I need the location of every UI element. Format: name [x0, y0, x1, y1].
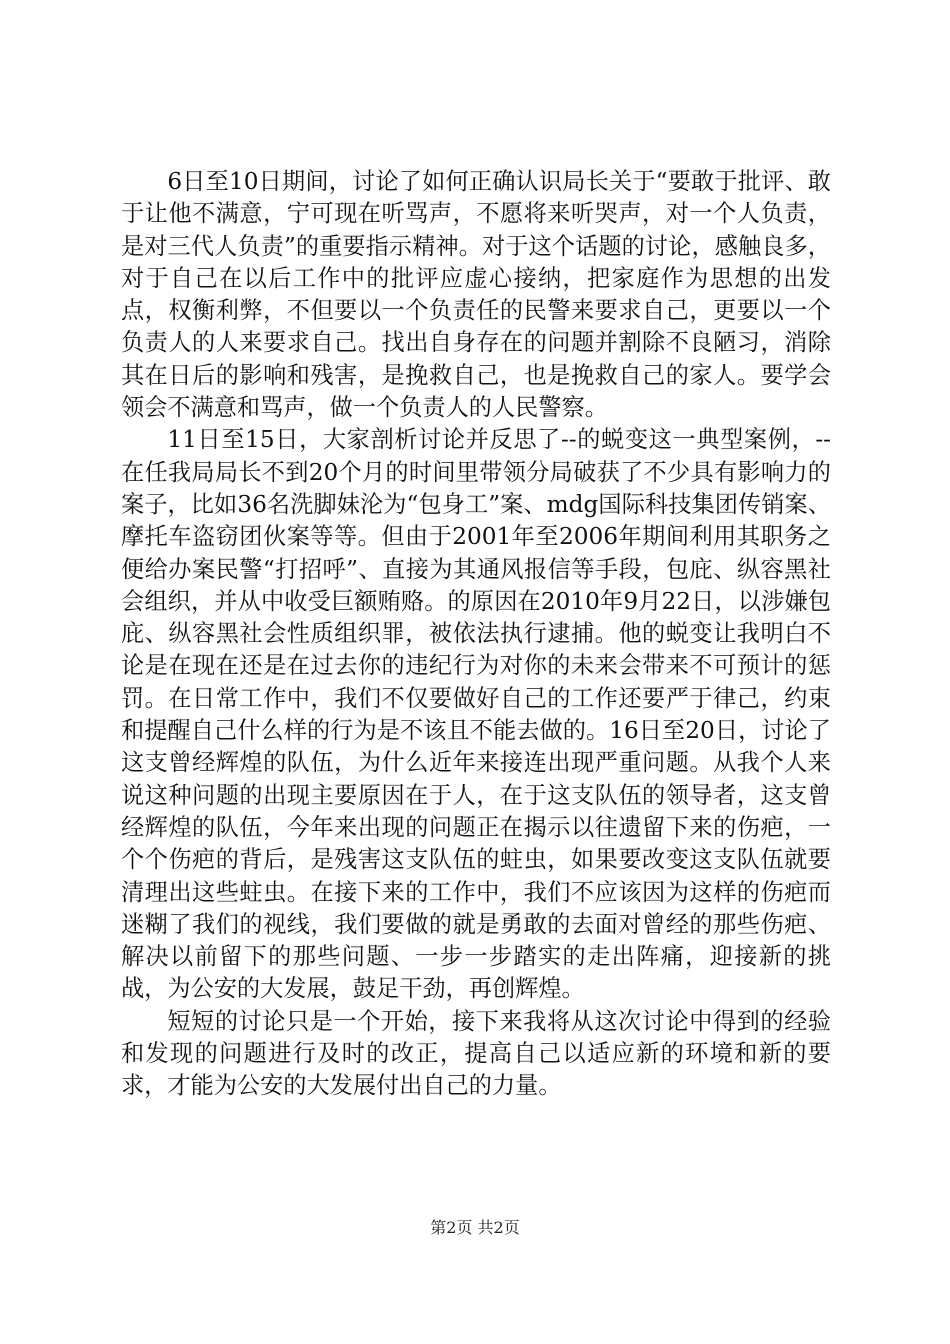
paragraph-1: 6日至10日期间，讨论了如何正确认识局长关于“要敢于批评、敢于让他不满意，宁可现在听骂声，不愿将来听哭声，对一个人负责，是对三代人负责”的重要指示精神。对于这个话题的讨论，感触良多，对于自己在以后工作中的批评应虚心接纳，把家庭作为思想的出发点，权衡利弊，不但要以一个负责任的民警来要求自己，更要以一个负责人的人来要求自己。找出自身存在的问题并割除不良陋习，消除其在日后的影响和残害，是挽救自己，也是挽救自己的家人。要学会领会不满意和骂声，做一个负责人的人民警察。: [121, 168, 831, 422]
document-body: [121, 166, 831, 1103]
paragraph-2: 11日至15日，大家剖析讨论并反思了--的蜕变这一典型案例，--在任我局局长不到20个月的时间里带领分局破获了不少具有影响力的案子，比如36名洗脚妹沦为“包身工”案、mdg国际科技集团传销案、摩托车盗窃团伙案等等。但由于2001年至2006年期间利用其职务之便给办案民警“打招呼”、直接为其通风报信等手段，包庇、纵容黑社会组织，并从中收受巨额贿赂。的原因在2010年9月22日，以涉嫌包庇、纵容黑社会性质组织罪，被依法执行逮捕。他的蜕变让我明白不论是在现在还是在过去你的违纪行为对你的未来会带来不可预计的惩罚。在日常工作中，我们不仅要做好自己的工作还要严于律己，约束和提醒自己什么样的行为是不该且不能去做的。16日至20日，讨论了这支曾经辉煌的队伍，为什么近年来接连出现严重问题。从我个人来说这种问题的出现主要原因在于人，在于这支队伍的领导者，这支曾经辉煌的队伍，今年来出现的问题正在揭示以往遗留下来的伤疤，一个个伤疤的背后，是残害这支队伍的蛀虫，如果要改变这支队伍就要清理出这些蛀虫。在接下来的工作中，我们不应该因为这样的伤疤而迷糊了我们的视线，我们要做的就是勇敢的去面对曾经的那些伤疤、解决以前留下的那些问题、一步一步踏实的走出阵痛，迎接新的挑战，为公安的大发展，鼓足干劲，再创辉煌。: [121, 426, 831, 1003]
paragraph-3: 短短的讨论只是一个开始，接下来我将从这次讨论中得到的经验和发现的问题进行及时的改正，提高自己以适应新的环境和新的要求，才能为公安的大发展付出自己的力量。: [121, 1007, 831, 1100]
page-number-footer: 第2页 共2页: [430, 1218, 520, 1237]
